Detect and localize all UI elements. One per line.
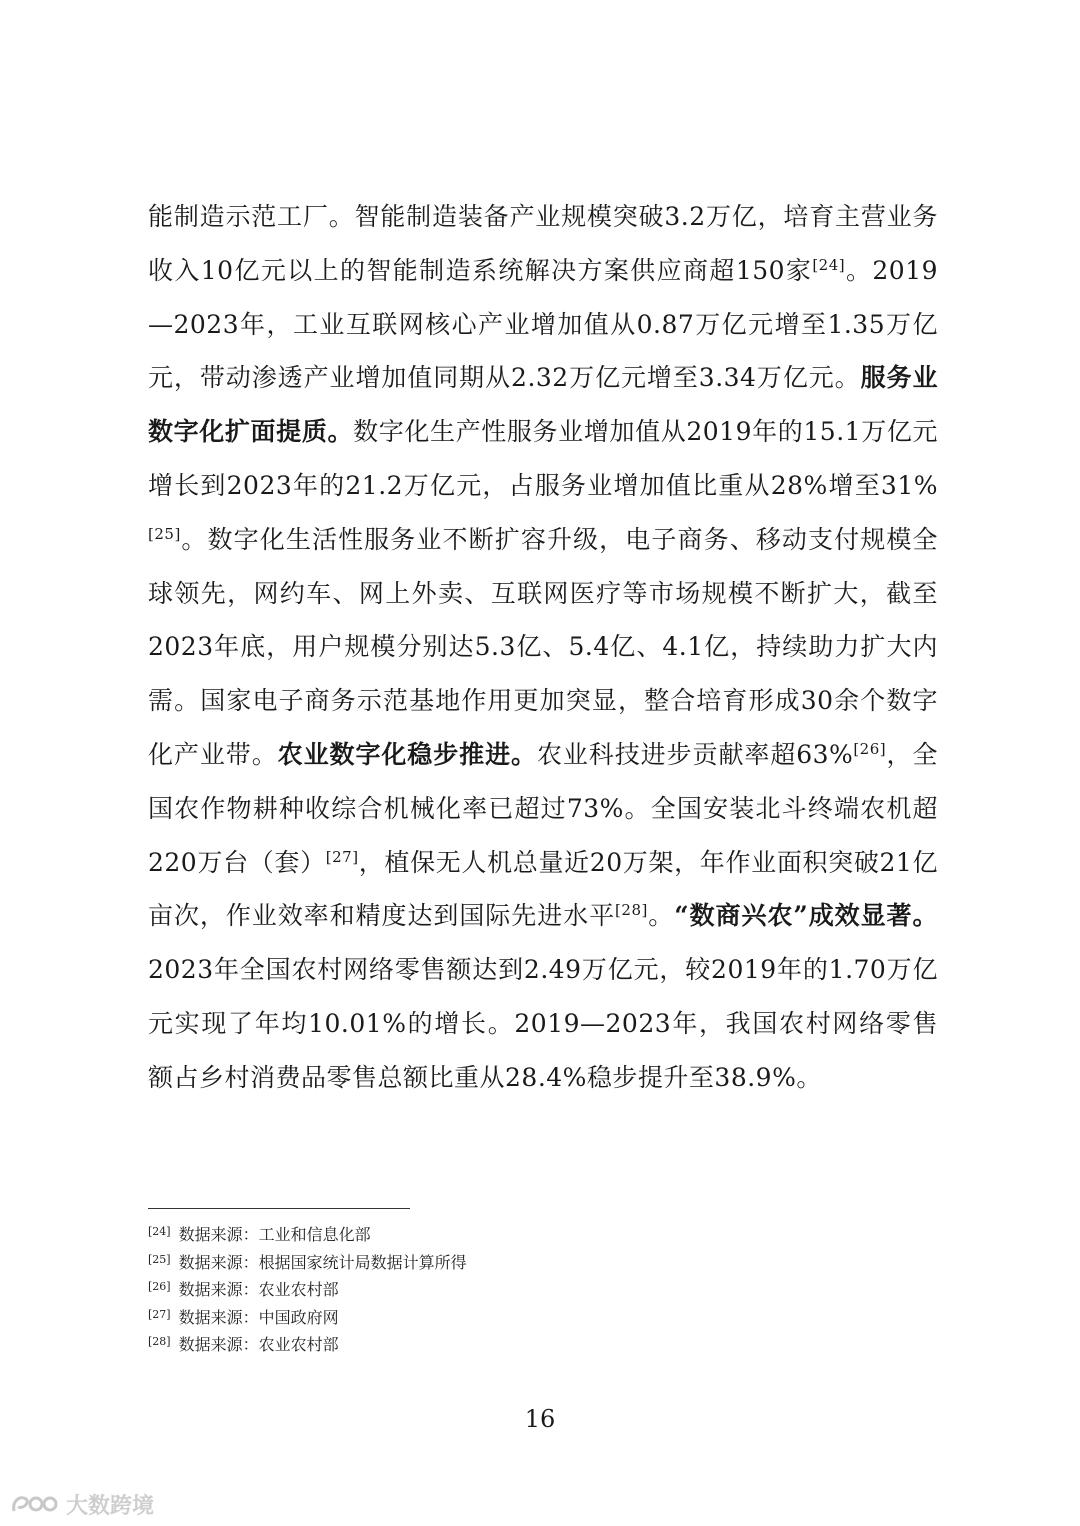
body-text bbox=[148, 190, 938, 1105]
footnote-ref: [24] bbox=[812, 255, 846, 274]
text-segment: 农业科技进步贡献率超63% bbox=[536, 739, 854, 769]
footnote-number: [24] bbox=[148, 1225, 171, 1238]
watermark-text: 大数跨境 bbox=[66, 1493, 155, 1519]
footnote-number: [26] bbox=[148, 1280, 171, 1293]
footnote-item bbox=[148, 1249, 848, 1277]
footnote-number: [28] bbox=[148, 1335, 171, 1348]
bold-heading: 农业数字化稳步推进。 bbox=[277, 739, 537, 769]
text-segment: ，植保无人机总量近20万架，年作业面积突破21亿亩次，作业效率和精度达到国际先进水平 bbox=[148, 847, 939, 931]
text-segment: 。2019—2023年，工业互联网核心产业增加值从0.87万亿元增至1.35万亿元，带动渗透产业增加值同期从2.32万亿元增至3.34万亿元。 bbox=[148, 255, 939, 393]
text-segment: 能制造示范工厂。智能制造装备产业规模突破3.2万亿，培育主营业务收入10亿元以上的智能制造系统解决方案供应商超150家 bbox=[148, 202, 938, 285]
text-segment: ，全国农作物耕种收综合机械化率已超过73%。全国安装北斗终端农机超220万台（套） bbox=[148, 739, 938, 877]
paragraph bbox=[148, 190, 938, 1105]
footnote-text: 数据来源：中国政府网 bbox=[178, 1307, 339, 1327]
footnote-item bbox=[148, 1304, 848, 1332]
text-segment: 。 bbox=[647, 901, 675, 931]
footnote-divider bbox=[148, 1208, 410, 1209]
footnote-text: 数据来源：农业农村部 bbox=[178, 1280, 339, 1299]
footnotes bbox=[148, 1221, 848, 1359]
footnote-ref: [26] bbox=[853, 739, 887, 758]
watermark bbox=[10, 1490, 154, 1518]
footnote-item bbox=[148, 1221, 848, 1249]
bold-heading: “数商兴农”成效显著。 bbox=[674, 901, 938, 931]
bold-heading: 服务业数字化扩面提质。 bbox=[148, 363, 938, 447]
footnote-text: 数据来源：根据国家统计局数据计算所得 bbox=[178, 1252, 467, 1272]
footnote-number: [25] bbox=[148, 1252, 171, 1266]
footnote-number: [27] bbox=[148, 1307, 171, 1321]
text-segment: 2023年全国农村网络零售额达到2.49万亿元，较2019年的1.70万亿元实现了年均10.01%的增长。2019—2023年，我国农村网络零售额占乡村消费品零售总额比重从28.4%稳步提升至38.9%。 bbox=[148, 955, 938, 1092]
daxukuajing-logo-icon bbox=[10, 1491, 60, 1517]
text-segment: 。数字化生活性服务业不断扩容升级，电子商务、移动支付规模全球领先，网约车、网上外卖、互联网医疗等市场规模不断扩大，截至2023年底，用户规模分别达5.3亿、5.4亿、4.1亿，持续助力扩大内需。国家电子商务示范基地作用更加突显，整合培育形成30余个数字化产业带。 bbox=[148, 524, 938, 769]
footnote-ref: [28] bbox=[615, 901, 648, 920]
footnote-ref: [25] bbox=[148, 524, 181, 543]
text-segment: 数字化生产性服务业增加值从2019年的15.1万亿元增长到2023年的21.2万亿元，占服务业增加值比重从28%增至31% bbox=[148, 417, 938, 500]
footnote-text: 数据来源：农业农村部 bbox=[178, 1335, 339, 1354]
footnote-ref: [27] bbox=[325, 847, 359, 866]
footnote-item bbox=[148, 1276, 848, 1304]
footnote-text: 数据来源：工业和信息化部 bbox=[178, 1225, 371, 1244]
footnote-item bbox=[148, 1331, 848, 1359]
page-number: 16 bbox=[524, 1405, 556, 1433]
